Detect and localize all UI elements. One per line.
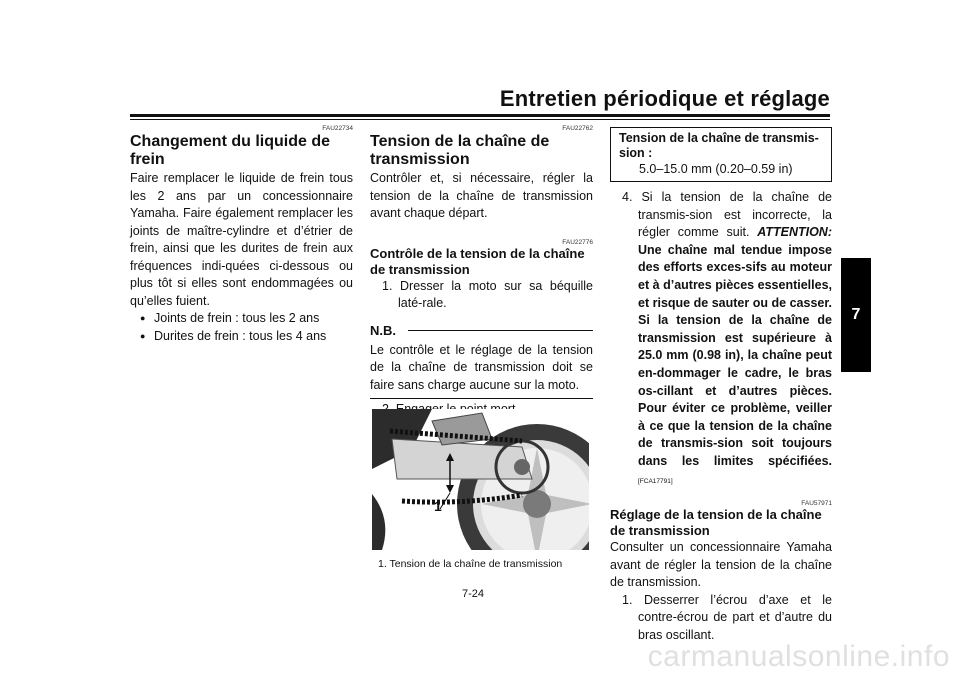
bullet-item-2: ● Durites de frein : tous les 4 ans — [140, 328, 353, 346]
chain-illustration — [372, 409, 589, 550]
nb-label: N.B. — [370, 322, 396, 338]
page-header-title: Entretien périodique et réglage — [499, 86, 830, 111]
chapter-tab[interactable] — [841, 258, 871, 372]
nb-rule — [408, 330, 593, 331]
nb-bottom-rule — [370, 398, 593, 399]
subsection-title: Contrôle de la tension de la chaîne de transmission — [370, 245, 585, 277]
section-title: Tension de la chaîne de transmission — [370, 133, 550, 168]
column-2 — [370, 125, 593, 436]
header-rule-thick — [130, 114, 830, 117]
step-4-lead: 4. Si la tension de la chaîne de transmis-sion est incorrecte, la régler comme suit. — [622, 190, 832, 240]
figure-caption: 1. Tension de la chaîne de transmission — [378, 558, 563, 570]
subsection-code: FAU22776 — [562, 238, 593, 246]
watermark: carmanualsonline.info — [647, 640, 950, 673]
column-3 — [610, 127, 832, 644]
figure-callout-1: 1 — [434, 498, 442, 514]
section-code: FAU22734 — [322, 125, 353, 132]
section-intro: Contrôler et, si nécessaire, régler la tension de la chaîne de transmission avant chaque départ. — [370, 171, 593, 220]
chapter-tab-number: 7 — [851, 306, 861, 323]
column-1 — [130, 125, 353, 345]
subsection-title: Réglage de la tension de la chaîne de transmission — [610, 507, 822, 539]
spec-value: 5.0–15.0 mm (0.20–0.59 in) — [639, 162, 793, 176]
attention-text: Une chaîne mal tendue impose des efforts exces-sifs au moteur et à d’autres pièces essentielles, et risque de sauter ou de casser. Si la tension de la chaîne de transmission est supérieure à 25.0 mm (0.98 in), la chaîne peut en-dommager le cadre, le bras os-cillant et d’autres pièces. Pour éviter ce problème, veiller à ce que la tension de la chaîne de transmis-sion soit toujours dans les limites spécifiées. — [638, 242, 832, 468]
spec-title: Tension de la chaîne de transmis-sion : — [619, 131, 819, 160]
bullet-item-1: ● Joints de frein : tous les 2 ans — [140, 310, 353, 328]
step-1: 1. Desserrer l’écrou d’axe et le contre-écrou de part et d’autre du bras oscillant. — [622, 592, 832, 642]
section-code: FAU22762 — [562, 125, 593, 132]
spec-box — [610, 127, 832, 182]
subsection-code: FAU57971 — [801, 500, 832, 508]
step-4 — [610, 189, 832, 490]
attention-code: [FCA17791] — [638, 477, 673, 485]
page-number: 7-24 — [462, 588, 485, 600]
step-1: 1. Dresser la moto sur sa béquille laté-rale. — [382, 278, 593, 310]
section-title: Changement du liquide de frein — [130, 133, 331, 168]
chain-figure — [372, 409, 589, 550]
header-rule-thin — [130, 119, 830, 120]
nb-header — [370, 323, 593, 338]
section-body: Faire remplacer le liquide de frein tous les 2 ans par un concessionnaire Yamaha. Faire également remplacer les joints de maître-cylindre et d’étrier de frein, ainsi que les durites de frein aux fréquences indi-quées ci-dessous ou plus tôt si elles sont endommagées ou qu’elles fuient. — [130, 171, 353, 308]
attention-label: ATTENTION: — [757, 225, 832, 240]
nb-text: Le contrôle et le réglage de la tension de la chaîne de transmission doit se faire sans charge aucune sur la moto. — [370, 342, 593, 392]
subsection-body: Consulter un concessionnaire Yamaha avant de régler la tension de la chaîne de transmission. — [610, 540, 832, 590]
